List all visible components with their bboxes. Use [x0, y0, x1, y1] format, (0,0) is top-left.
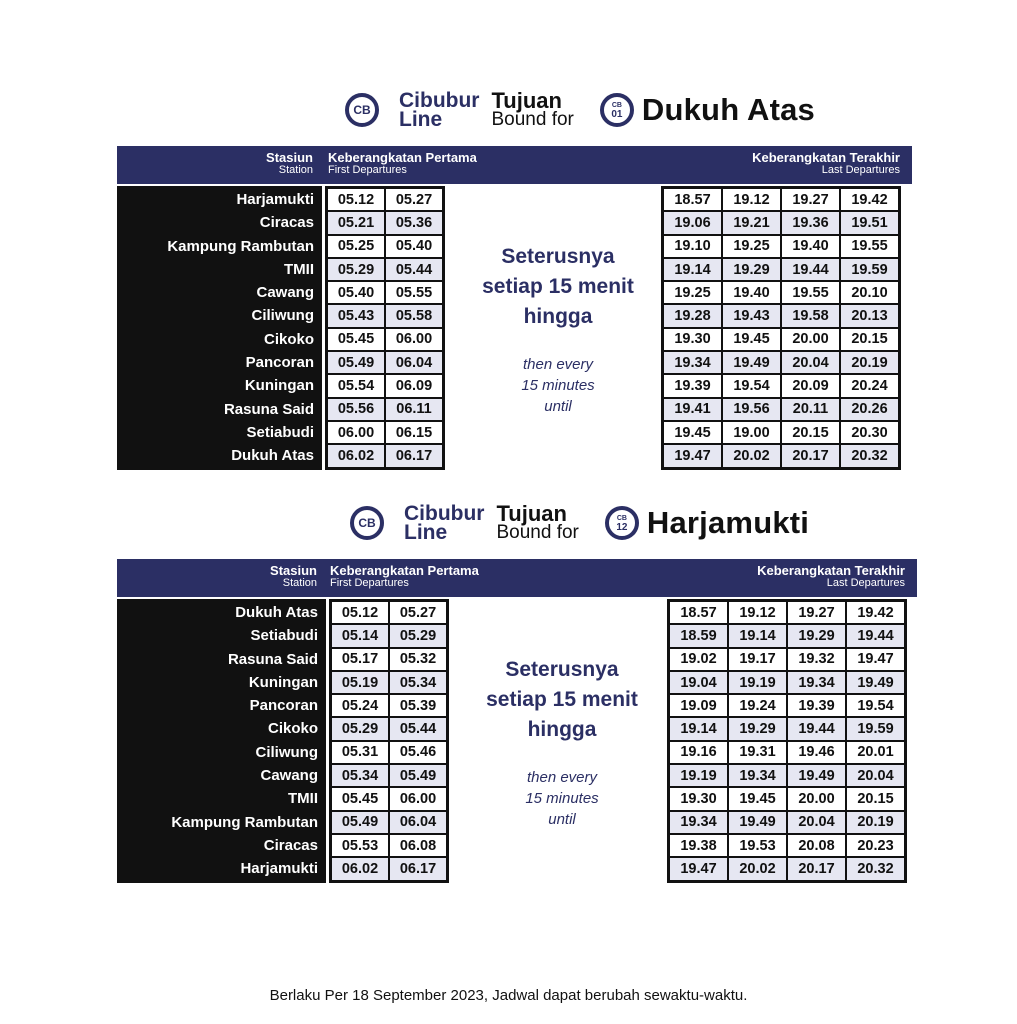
- table-row: [663, 188, 899, 211]
- last-departure-time: 18.57: [663, 188, 722, 211]
- last-departures-header: Keberangkatan Terakhir Last Departures: [752, 150, 900, 176]
- last-departure-time: 19.42: [840, 188, 899, 211]
- last-departure-time: 20.19: [846, 811, 905, 834]
- first-departure-time: 05.29: [389, 624, 447, 647]
- station-name: Kuningan: [244, 377, 314, 395]
- last-departure-time: 20.15: [846, 787, 905, 810]
- last-departure-time: 19.12: [728, 601, 787, 624]
- last-departure-time: 20.32: [840, 444, 899, 467]
- table-row: [331, 671, 447, 694]
- first-departure-time: 05.29: [331, 717, 389, 740]
- first-departure-time: 05.55: [385, 281, 443, 304]
- table-row: [663, 398, 899, 421]
- last-departure-time: 19.40: [781, 235, 840, 258]
- last-departure-time: 19.44: [787, 717, 846, 740]
- route-header: [350, 493, 809, 553]
- header-band: [117, 559, 917, 597]
- first-departure-time: 05.43: [327, 304, 385, 327]
- last-departure-time: 19.29: [728, 717, 787, 740]
- last-departure-time: 19.31: [728, 741, 787, 764]
- last-departure-time: 19.47: [663, 444, 722, 467]
- last-departure-time: 19.19: [669, 764, 728, 787]
- last-departure-time: 19.49: [846, 671, 905, 694]
- last-departure-time: 19.25: [663, 281, 722, 304]
- last-departure-time: 20.15: [781, 421, 840, 444]
- last-departure-time: 20.04: [787, 811, 846, 834]
- last-departure-time: 20.19: [840, 351, 899, 374]
- last-departure-time: 20.10: [840, 281, 899, 304]
- first-departure-time: 05.34: [331, 764, 389, 787]
- first-departure-time: 05.45: [327, 328, 385, 351]
- first-departure-time: 05.49: [331, 811, 389, 834]
- last-departure-time: 19.41: [663, 398, 722, 421]
- first-departure-time: 05.54: [327, 374, 385, 397]
- last-departure-time: 19.59: [840, 258, 899, 281]
- station-name: Pancoran: [245, 354, 314, 372]
- last-departure-time: 19.27: [781, 188, 840, 211]
- table-row: [331, 857, 447, 880]
- last-departures-table: [661, 186, 901, 470]
- station-name: Cawang: [260, 767, 318, 785]
- last-departure-time: 19.34: [787, 671, 846, 694]
- last-departure-time: 19.10: [663, 235, 722, 258]
- first-departure-time: 05.31: [331, 741, 389, 764]
- last-departure-time: 19.14: [728, 624, 787, 647]
- table-row: [331, 601, 447, 624]
- last-departure-time: 19.59: [846, 717, 905, 740]
- last-departure-time: 19.49: [722, 351, 781, 374]
- table-row: [327, 235, 443, 258]
- last-departure-time: 19.17: [728, 648, 787, 671]
- table-row: [663, 235, 899, 258]
- last-departure-time: 19.14: [663, 258, 722, 281]
- table-row: [327, 351, 443, 374]
- first-departure-time: 05.27: [385, 188, 443, 211]
- first-departures-table: [329, 599, 449, 883]
- first-departure-time: 05.19: [331, 671, 389, 694]
- last-departure-time: 19.45: [728, 787, 787, 810]
- last-departure-time: 19.06: [663, 211, 722, 234]
- first-departure-time: 05.14: [331, 624, 389, 647]
- station-list: [117, 186, 322, 470]
- last-departure-time: 19.49: [728, 811, 787, 834]
- last-departure-time: 19.49: [787, 764, 846, 787]
- table-row: [669, 694, 905, 717]
- last-departure-time: 20.00: [787, 787, 846, 810]
- last-departure-time: 20.13: [840, 304, 899, 327]
- last-departure-time: 19.09: [669, 694, 728, 717]
- table-row: [663, 444, 899, 467]
- table-row: [327, 328, 443, 351]
- destination-name: Harjamukti: [646, 505, 810, 540]
- last-departure-time: 19.42: [846, 601, 905, 624]
- table-row: [331, 648, 447, 671]
- station-name: TMII: [284, 260, 314, 278]
- last-departure-time: 19.38: [669, 834, 728, 857]
- table-row: [327, 421, 443, 444]
- last-departure-time: 20.04: [781, 351, 840, 374]
- last-departure-time: 19.29: [787, 624, 846, 647]
- last-departure-time: 20.01: [846, 741, 905, 764]
- table-row: [331, 694, 447, 717]
- station-header: Stasiun Station: [266, 150, 313, 176]
- first-departure-time: 05.32: [389, 648, 447, 671]
- last-departure-time: 19.55: [840, 235, 899, 258]
- header-band: [117, 146, 912, 184]
- station-name: Kampung Rambutan: [171, 813, 318, 831]
- station-name: Setiabudi: [250, 627, 318, 645]
- first-departure-time: 05.21: [327, 211, 385, 234]
- last-departure-time: 19.54: [722, 374, 781, 397]
- table-row: [663, 281, 899, 304]
- first-departure-time: 06.00: [389, 787, 447, 810]
- station-name: Ciliwung: [255, 743, 318, 761]
- table-row: [331, 717, 447, 740]
- last-departure-time: 19.36: [781, 211, 840, 234]
- first-departure-time: 05.49: [327, 351, 385, 374]
- station-name: Kampung Rambutan: [167, 237, 314, 255]
- station-name: Harjamukti: [240, 860, 318, 878]
- first-departure-time: 05.27: [389, 601, 447, 624]
- station-name: Ciliwung: [251, 307, 314, 325]
- last-departures-header: Keberangkatan Terakhir Last Departures: [757, 563, 905, 589]
- last-departure-time: 18.59: [669, 624, 728, 647]
- station-list: [117, 599, 326, 883]
- table-row: [327, 444, 443, 467]
- last-departure-time: 19.44: [846, 624, 905, 647]
- first-departure-time: 05.29: [327, 258, 385, 281]
- station-name: Kuningan: [248, 673, 318, 691]
- station-name: TMII: [288, 790, 318, 808]
- table-row: [327, 211, 443, 234]
- first-departure-time: 06.08: [389, 834, 447, 857]
- last-departure-time: 20.17: [787, 857, 846, 880]
- last-departure-time: 19.19: [728, 671, 787, 694]
- first-departure-time: 06.09: [385, 374, 443, 397]
- table-row: [327, 374, 443, 397]
- last-departure-time: 20.02: [728, 857, 787, 880]
- last-departure-time: 19.16: [669, 741, 728, 764]
- last-departure-time: 20.15: [840, 328, 899, 351]
- first-departure-time: 06.11: [385, 398, 443, 421]
- last-departure-time: 20.17: [781, 444, 840, 467]
- last-departure-time: 19.25: [722, 235, 781, 258]
- last-departure-time: 20.08: [787, 834, 846, 857]
- last-departure-time: 19.47: [846, 648, 905, 671]
- table-row: [331, 834, 447, 857]
- last-departure-time: 19.24: [728, 694, 787, 717]
- first-departure-time: 05.12: [331, 601, 389, 624]
- table-row: [669, 857, 905, 880]
- first-departure-time: 05.46: [389, 741, 447, 764]
- last-departure-time: 19.00: [722, 421, 781, 444]
- last-departure-time: 19.39: [663, 374, 722, 397]
- first-departure-time: 05.45: [331, 787, 389, 810]
- last-departure-time: 19.34: [669, 811, 728, 834]
- last-departure-time: 19.54: [846, 694, 905, 717]
- first-departures-header: Keberangkatan Pertama First Departures: [330, 563, 479, 589]
- table-row: [669, 741, 905, 764]
- last-departure-time: 19.51: [840, 211, 899, 234]
- destination-name: Dukuh Atas: [641, 92, 815, 127]
- table-row: [669, 834, 905, 857]
- last-departure-time: 19.21: [722, 211, 781, 234]
- first-departure-time: 05.39: [389, 694, 447, 717]
- table-row: [331, 811, 447, 834]
- route-header: [345, 80, 815, 140]
- last-departure-time: 19.40: [722, 281, 781, 304]
- last-departure-time: 19.45: [663, 421, 722, 444]
- first-departure-time: 05.12: [327, 188, 385, 211]
- station-name: Rasuna Said: [227, 650, 318, 668]
- line-name: Cibubur Line: [404, 502, 485, 544]
- last-departure-time: 20.24: [840, 374, 899, 397]
- first-departure-time: 06.00: [327, 421, 385, 444]
- station-name: Rasuna Said: [223, 400, 314, 418]
- last-departure-time: 19.14: [669, 717, 728, 740]
- first-departure-time: 05.24: [331, 694, 389, 717]
- station-name: Ciracas: [259, 214, 314, 232]
- last-departure-time: 19.27: [787, 601, 846, 624]
- last-departure-time: 20.02: [722, 444, 781, 467]
- table-row: [331, 764, 447, 787]
- line-badge: CB: [350, 506, 384, 540]
- station-name: Dukuh Atas: [231, 447, 314, 465]
- first-departure-time: 06.15: [385, 421, 443, 444]
- last-departure-time: 19.32: [787, 648, 846, 671]
- line-badge: CB: [345, 93, 379, 127]
- last-departure-time: 19.12: [722, 188, 781, 211]
- first-departure-time: 05.44: [389, 717, 447, 740]
- last-departure-time: 19.30: [669, 787, 728, 810]
- table-row: [669, 671, 905, 694]
- table-row: [331, 624, 447, 647]
- table-row: [327, 398, 443, 421]
- table-row: [669, 648, 905, 671]
- table-row: [327, 281, 443, 304]
- table-row: [669, 717, 905, 740]
- last-departures-table: [667, 599, 907, 883]
- station-name: Cikoko: [267, 720, 318, 738]
- bound-for-label: Tujuan Bound for: [496, 501, 579, 543]
- station-header: Stasiun Station: [270, 563, 317, 589]
- station-name: Harjamukti: [236, 191, 314, 208]
- first-departure-time: 06.04: [385, 351, 443, 374]
- table-row: [663, 211, 899, 234]
- last-departure-time: 19.47: [669, 857, 728, 880]
- table-row: [669, 787, 905, 810]
- first-departure-time: 05.40: [385, 235, 443, 258]
- last-departure-time: 20.04: [846, 764, 905, 787]
- last-departure-time: 19.34: [663, 351, 722, 374]
- first-departure-time: 05.34: [389, 671, 447, 694]
- first-departure-time: 06.02: [327, 444, 385, 467]
- table-row: [669, 764, 905, 787]
- last-departure-time: 18.57: [669, 601, 728, 624]
- last-departure-time: 19.45: [722, 328, 781, 351]
- table-row: [663, 351, 899, 374]
- table-row: [331, 787, 447, 810]
- validity-footnote: Berlaku Per 18 September 2023, Jadwal dapat berubah sewaktu-waktu.: [269, 987, 748, 1004]
- station-name: Pancoran: [249, 697, 318, 715]
- table-row: [327, 304, 443, 327]
- first-departure-time: 05.53: [331, 834, 389, 857]
- destination-code-badge: CB 12: [605, 506, 639, 540]
- first-departure-time: 05.25: [327, 235, 385, 258]
- frequency-note: Seterusnya setiap 15 menit hingga then every 15 minutes until: [486, 658, 638, 828]
- table-row: [327, 258, 443, 281]
- last-departure-time: 19.29: [722, 258, 781, 281]
- last-departure-time: 19.58: [781, 304, 840, 327]
- last-departure-time: 19.04: [669, 671, 728, 694]
- last-departure-time: 19.39: [787, 694, 846, 717]
- line-name: Cibubur Line: [399, 89, 480, 131]
- last-departure-time: 19.55: [781, 281, 840, 304]
- first-departure-time: 06.02: [331, 857, 389, 880]
- table-row: [663, 304, 899, 327]
- last-departure-time: 19.43: [722, 304, 781, 327]
- first-departures-header: Keberangkatan Pertama First Departures: [328, 150, 477, 176]
- first-departures-table: [325, 186, 445, 470]
- station-name: Dukuh Atas: [235, 604, 318, 621]
- first-departure-time: 05.56: [327, 398, 385, 421]
- last-departure-time: 19.30: [663, 328, 722, 351]
- table-row: [663, 374, 899, 397]
- first-departure-time: 05.58: [385, 304, 443, 327]
- last-departure-time: 19.02: [669, 648, 728, 671]
- first-departure-time: 06.17: [389, 857, 447, 880]
- first-departure-time: 06.00: [385, 328, 443, 351]
- table-row: [663, 328, 899, 351]
- table-row: [669, 811, 905, 834]
- table-row: [327, 188, 443, 211]
- last-departure-time: 20.09: [781, 374, 840, 397]
- destination-code-badge: CB 01: [600, 93, 634, 127]
- last-departure-time: 20.26: [840, 398, 899, 421]
- station-name: Cawang: [256, 284, 314, 302]
- frequency-note: Seterusnya setiap 15 menit hingga then every 15 minutes until: [482, 245, 634, 415]
- last-departure-time: 20.00: [781, 328, 840, 351]
- first-departure-time: 05.49: [389, 764, 447, 787]
- table-row: [663, 258, 899, 281]
- first-departure-time: 06.04: [389, 811, 447, 834]
- last-departure-time: 20.32: [846, 857, 905, 880]
- first-departure-time: 05.17: [331, 648, 389, 671]
- station-name: Ciracas: [263, 836, 318, 854]
- last-departure-time: 19.44: [781, 258, 840, 281]
- table-row: [669, 624, 905, 647]
- first-departure-time: 05.40: [327, 281, 385, 304]
- table-row: [669, 601, 905, 624]
- last-departure-time: 19.34: [728, 764, 787, 787]
- first-departure-time: 06.17: [385, 444, 443, 467]
- station-name: Setiabudi: [246, 423, 314, 441]
- last-departure-time: 19.53: [728, 834, 787, 857]
- table-row: [331, 741, 447, 764]
- last-departure-time: 20.11: [781, 398, 840, 421]
- first-departure-time: 05.44: [385, 258, 443, 281]
- table-row: [663, 421, 899, 444]
- last-departure-time: 20.23: [846, 834, 905, 857]
- bound-for-label: Tujuan Bound for: [491, 88, 574, 130]
- last-departure-time: 20.30: [840, 421, 899, 444]
- first-departure-time: 05.36: [385, 211, 443, 234]
- last-departure-time: 19.46: [787, 741, 846, 764]
- station-name: Cikoko: [263, 330, 314, 348]
- last-departure-time: 19.28: [663, 304, 722, 327]
- last-departure-time: 19.56: [722, 398, 781, 421]
